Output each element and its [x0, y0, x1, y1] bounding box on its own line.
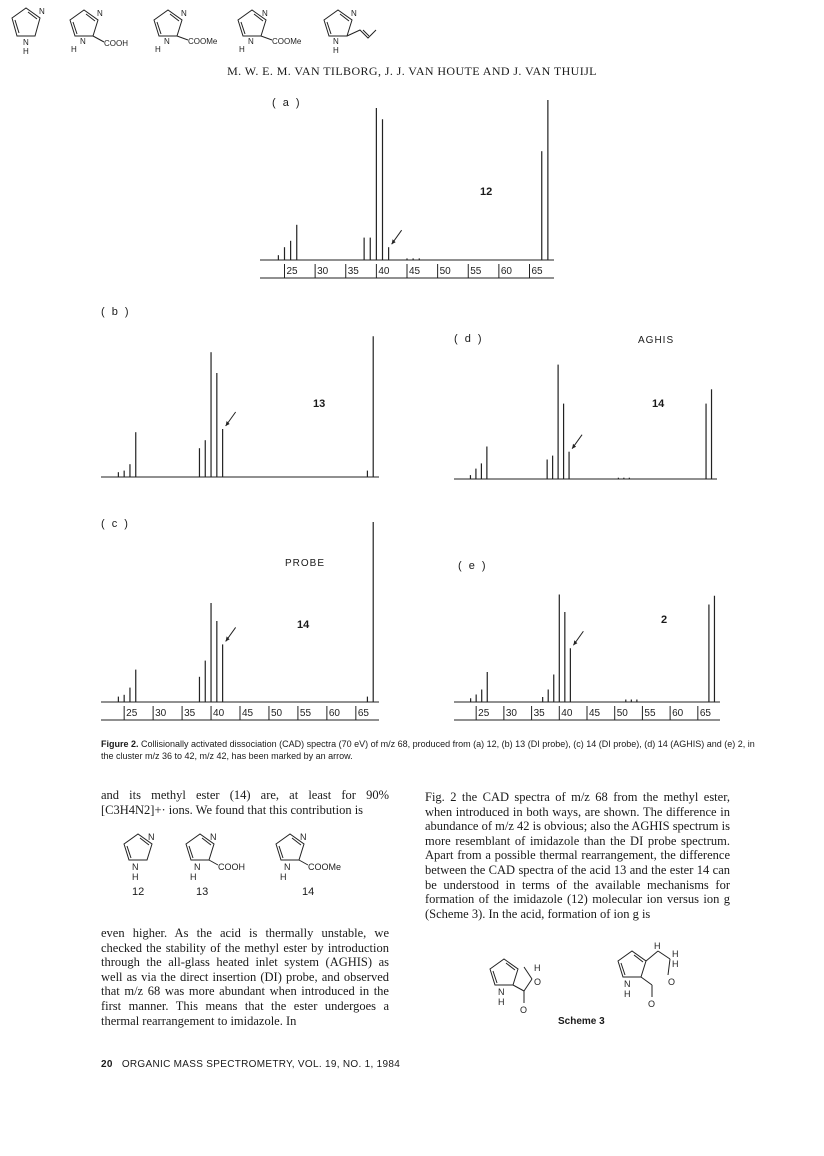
- svg-text:N: N: [210, 832, 217, 842]
- journal-info: ORGANIC MASS SPECTROMETRY, VOL. 19, NO. 1, 1984: [121, 1059, 401, 1070]
- svg-text:H: H: [333, 46, 339, 55]
- compound-label-14-probe: 14: [297, 619, 310, 631]
- tick-label-40: 40: [213, 708, 225, 719]
- source-label-aghis: AGHIS: [638, 335, 675, 346]
- svg-text:N: N: [248, 37, 254, 46]
- tick-label-35: 35: [184, 708, 196, 719]
- tick-label-60: 60: [500, 266, 512, 277]
- svg-text:COOH: COOH: [218, 862, 245, 872]
- svg-text:O: O: [668, 977, 676, 987]
- tick-label-30: 30: [505, 708, 517, 719]
- svg-text:H: H: [534, 963, 541, 973]
- svg-text:H: H: [624, 989, 631, 999]
- svg-text:N: N: [262, 9, 268, 18]
- page-footer: [101, 1059, 400, 1070]
- svg-text:N: N: [132, 862, 139, 872]
- left-paragraph-1: and its methyl ester (14) are, at least for 90% [C3H4N2]+· ions. We found that this contribution is: [101, 788, 389, 817]
- tick-label-35: 35: [533, 708, 545, 719]
- svg-text:N: N: [97, 9, 103, 18]
- tick-label-45: 45: [242, 708, 254, 719]
- left-paragraph-2: even higher. As the acid is thermally unstable, we checked the stability of the methyl ester by introduction through the all-glass heated inlet system (AGHIS) as well as via the direct insertion (DI) probe, and observed that m/z 68 was more abundant when introduced in the first manner. This means that the ester undergoes a thermal rearrangement to imidazole. In: [101, 926, 389, 1028]
- panel-label-a: ( a ): [272, 97, 302, 109]
- panel-label-c: ( c ): [101, 518, 130, 530]
- svg-text:H: H: [239, 45, 245, 54]
- structure-vinylimidazole-2: [316, 6, 386, 56]
- svg-text:COOH: COOH: [104, 39, 128, 48]
- svg-text:H: H: [71, 45, 77, 54]
- page-number: 20: [101, 1059, 113, 1070]
- svg-text:N: N: [80, 37, 86, 46]
- svg-text:N: N: [333, 37, 339, 46]
- structure-imidazole-acid-13: [64, 6, 144, 56]
- svg-text:H: H: [155, 45, 161, 54]
- tick-label-60: 60: [328, 708, 340, 719]
- figure-caption: [101, 738, 761, 762]
- structure-label-12: 12: [132, 886, 145, 898]
- svg-text:N: N: [624, 979, 631, 989]
- tick-label-40: 40: [378, 266, 390, 277]
- panel-label-d: ( d ): [454, 333, 484, 345]
- svg-text:O: O: [520, 1005, 528, 1015]
- tick-label-55: 55: [299, 708, 312, 719]
- structure-imidazole-ester-14-probe: [232, 6, 312, 56]
- structure-label-13: 13: [196, 886, 209, 898]
- compound-label-14-aghis: 14: [652, 398, 665, 410]
- tick-label-25: 25: [126, 708, 138, 719]
- scheme-caption: Scheme 3: [558, 1016, 605, 1027]
- source-label-probe: PROBE: [285, 558, 326, 569]
- tick-label-45: 45: [409, 266, 421, 277]
- spectrum-e: [452, 555, 727, 730]
- svg-text:N: N: [194, 862, 201, 872]
- svg-text:H: H: [498, 997, 505, 1007]
- compound-label-2: 2: [661, 614, 668, 626]
- structure-label-14: 14: [302, 886, 315, 898]
- tick-label-35: 35: [347, 266, 359, 277]
- caption-text: Collisionally activated dissociation (CAD) spectra (70 eV) of m/z 68, produced from (a) 12, (b) 13 (DI probe), (c) 14 (DI probe), (d) 14 (AGHIS) and (e) 2, in the cluster m/z 36 to 42, m/z 42, has been marked by an arrow.: [101, 739, 755, 761]
- tick-label-55: 55: [470, 266, 482, 277]
- spectrum-c: [99, 510, 384, 730]
- svg-text:N: N: [164, 37, 170, 46]
- tick-label-55: 55: [644, 708, 656, 719]
- svg-text:COOMe: COOMe: [272, 37, 302, 46]
- svg-text:H: H: [190, 872, 197, 882]
- running-head: M. W. E. M. VAN TILBORG, J. J. VAN HOUTE AND J. VAN THUIJL: [227, 64, 597, 78]
- compound-label-13: 13: [313, 398, 326, 410]
- svg-text:N: N: [284, 862, 291, 872]
- svg-text:H: H: [280, 872, 287, 882]
- svg-text:O: O: [534, 977, 542, 987]
- caption-label: Figure 2.: [101, 739, 139, 749]
- tick-label-25: 25: [286, 266, 298, 277]
- right-paragraph-1: Fig. 2 the CAD spectra of m/z 68 from the methyl ester, when introduced in both ways, are shown. The difference in abundance of m/z 42 is obvious; also the AGHIS spectrum is more resemblant of imidazole than the DI probe spectrum. Apart from a possible thermal rearrangement, the difference between the CAD spectra of the acid 13 and the ester 14 can be understood in terms of the available mechanisms for formation of the imidazole (12) molecular ion versus ion g (Scheme 3). In the acid, formation of ion g is: [425, 790, 730, 921]
- tick-label-50: 50: [270, 708, 283, 719]
- scheme-3-structures: [480, 937, 700, 1017]
- svg-text:H: H: [654, 941, 661, 951]
- tick-label-60: 60: [672, 708, 684, 719]
- svg-text:N: N: [181, 9, 187, 18]
- spectrum-b: [99, 305, 384, 485]
- svg-text:N: N: [148, 832, 155, 842]
- tick-label-25: 25: [478, 708, 490, 719]
- svg-text:H: H: [23, 47, 29, 56]
- tick-label-40: 40: [561, 708, 573, 719]
- svg-text:H: H: [672, 959, 679, 969]
- tick-label-65: 65: [531, 266, 543, 277]
- svg-text:N: N: [300, 832, 307, 842]
- svg-text:COOMe: COOMe: [308, 862, 342, 872]
- tick-label-65: 65: [357, 708, 369, 719]
- tick-label-50: 50: [439, 266, 451, 277]
- spectrum-a: [252, 90, 562, 290]
- svg-text:H: H: [672, 949, 679, 959]
- tick-label-45: 45: [589, 708, 601, 719]
- svg-text:COOMe: COOMe: [188, 37, 218, 46]
- spectrum-d: [452, 325, 727, 485]
- structure-imidazole-ester-14-aghis: [148, 6, 228, 56]
- tick-label-50: 50: [616, 708, 628, 719]
- panel-label-e: ( e ): [458, 560, 488, 572]
- svg-text:N: N: [498, 987, 505, 997]
- svg-text:N: N: [23, 38, 29, 47]
- panel-label-b: ( b ): [101, 306, 131, 318]
- tick-label-65: 65: [699, 708, 711, 719]
- svg-text:N: N: [351, 9, 357, 18]
- svg-text:H: H: [132, 872, 139, 882]
- svg-text:O: O: [648, 999, 656, 1009]
- compound-label-12: 12: [480, 186, 493, 198]
- svg-text:N: N: [39, 7, 45, 16]
- structure-imidazole-12: [0, 0, 60, 56]
- structure-row: [118, 830, 388, 900]
- tick-label-30: 30: [155, 708, 167, 719]
- tick-label-30: 30: [317, 266, 329, 277]
